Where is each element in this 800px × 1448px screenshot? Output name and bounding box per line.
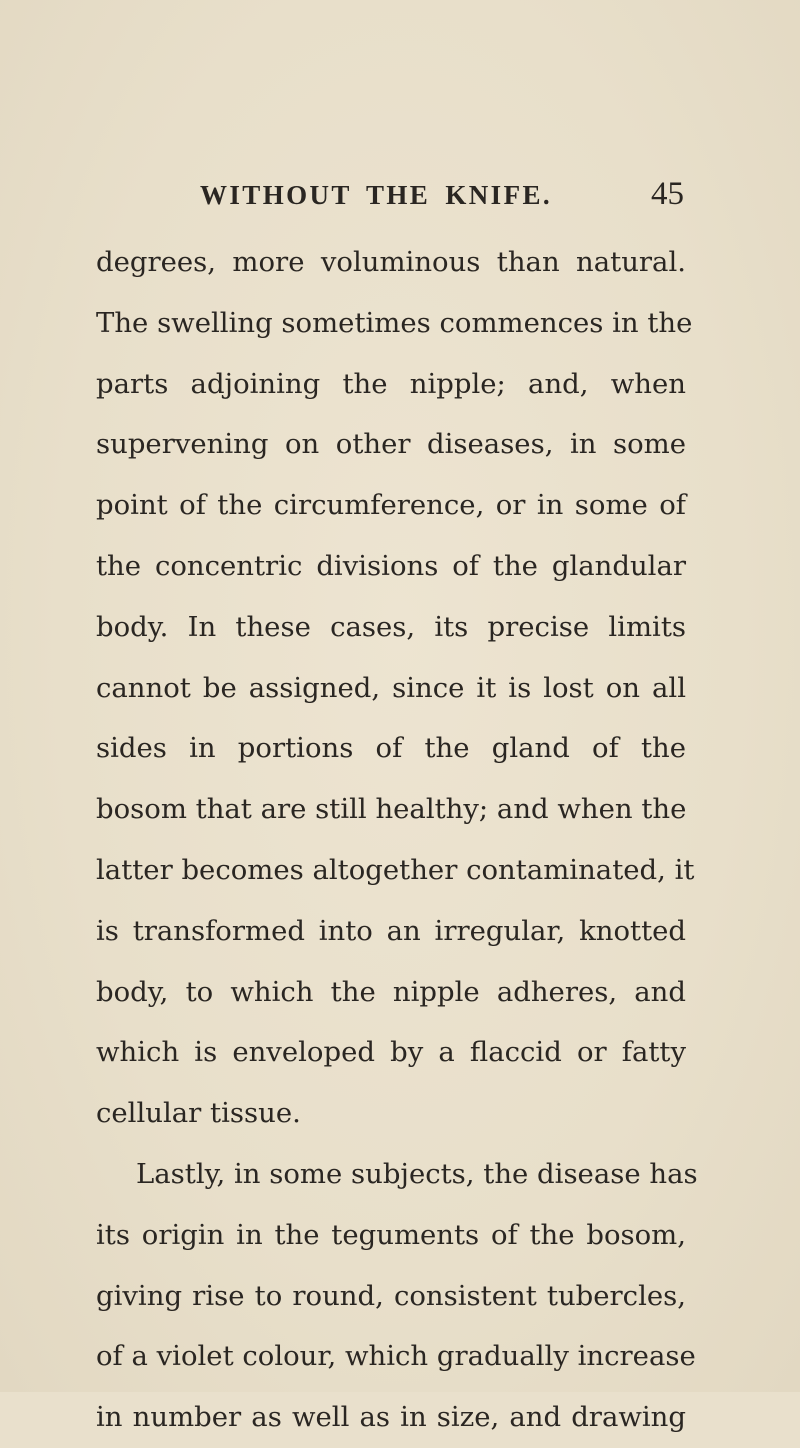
text-line: sides in portions of the gland of the — [96, 732, 686, 765]
text-line: point of the circumference, or in some of — [96, 489, 686, 522]
text-line: giving rise to round, consistent tubercles, — [96, 1279, 686, 1312]
running-head — [200, 176, 684, 216]
running-title: WITHOUT THE KNIFE. — [200, 180, 553, 210]
text-line: supervening on other diseases, in some — [96, 428, 686, 461]
text-line: which is enveloped by a flaccid or fatty — [96, 1036, 686, 1069]
text-line: Lastly, in some subjects, the disease has — [136, 1157, 698, 1190]
text-line: body, to which the nipple adheres, and — [96, 975, 686, 1008]
text-line: bosom that are still healthy; and when the — [96, 793, 687, 826]
paragraph-1 — [96, 232, 695, 1144]
text-line: The swelling sometimes commences in the — [96, 306, 693, 339]
text-line: cannot be assigned, since it is lost on all — [96, 671, 686, 704]
text-line: in number as well as in size, and drawing — [96, 1401, 686, 1434]
body-text — [96, 232, 698, 1448]
text-line: latter becomes altogether contaminated, it — [96, 853, 695, 886]
text-line: body. In these cases, its precise limits — [96, 610, 686, 643]
page-number: 45 — [651, 176, 684, 212]
text-line: the concentric divisions of the glandular — [96, 549, 686, 582]
text-line: cellular tissue. — [96, 1097, 301, 1130]
text-line: its origin in the teguments of the bosom, — [96, 1218, 686, 1251]
paragraph-2 — [96, 1144, 698, 1448]
text-line: parts adjoining the nipple; and, when — [96, 367, 686, 400]
text-line: of a violet colour, which gradually increase — [96, 1340, 696, 1373]
text-line: is transformed into an irregular, knotted — [96, 914, 686, 947]
text-line: degrees, more voluminous than natural. — [96, 246, 686, 278]
